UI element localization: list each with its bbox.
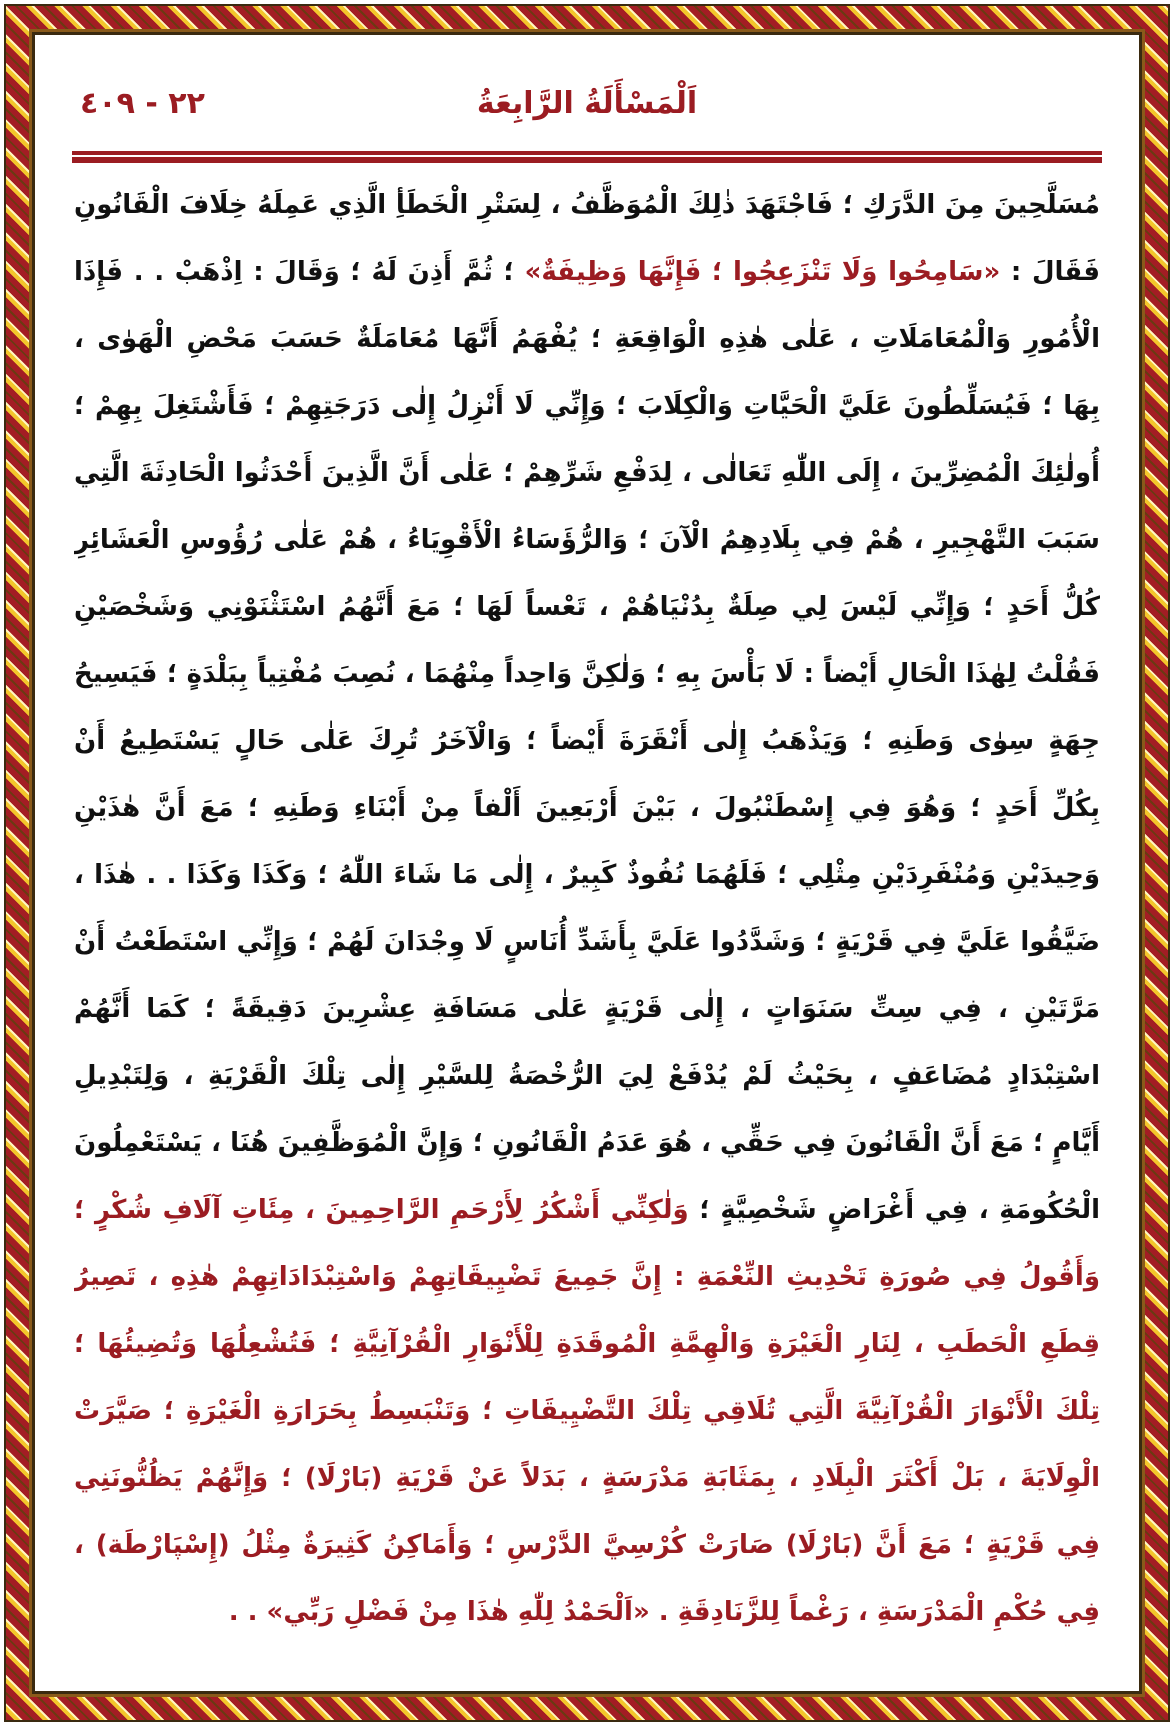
text-segment: سَبَبَ التَّهْجِيرِ ، هُمْ فِي بِلَادِهِمُ الْآنَ ؛ وَالرُّؤَسَاءُ الْأَقْوِيَاءُ ، هُمْ عَلٰى رُؤُوسِ الْعَشَائِرِ xyxy=(74,525,1100,555)
text-line xyxy=(74,1177,1100,1244)
text-line xyxy=(74,306,1100,373)
text-line xyxy=(74,641,1100,708)
section-title: اَلْمَسْأَلَةُ الرَّابِعَةُ xyxy=(476,86,698,121)
text-line xyxy=(74,842,1100,909)
text-line xyxy=(74,909,1100,976)
text-segment: بِكُلِّ أَحَدٍ ؛ وَهُوَ فِي إِسْطَنْبُولَ ، بَيْنَ أَرْبَعِينَ أَلْفاً مِنْ أَبْنَاءِ وَطَنِهِ ؛ مَعَ أَنَّ هٰذَيْنِ xyxy=(74,793,1100,823)
text-line xyxy=(74,1512,1100,1579)
highlighted-text: الْوِلَايَةَ ، بَلْ أَكْثَرَ الْبِلَادِ ، بِمَثَابَةِ مَدْرَسَةٍ ، بَدَلاً عَنْ قَرْيَةِ (بَارْلَا) ؛ وَإِنَّهُمْ يَظُنُّونَنِي xyxy=(74,1463,1100,1493)
text-line xyxy=(74,1378,1100,1445)
highlighted-text: قِطَعِ الْحَطَبِ ، لِنَارِ الْغَيْرَةِ وَالْهِمَّةِ الْمُوقَدَةِ لِلْأَنْوَارِ الْقُرْآنِيَّةِ ؛ فَتُشْعِلُهَا وَتُضِيئُهَا ؛ xyxy=(74,1329,1100,1359)
highlighted-text: فِي حُكْمِ الْمَدْرَسَةِ ، رَغْماً لِلزَّنَادِقَةِ . «اَلْحَمْدُ لِلّٰهِ هٰذَا مِنْ فَضْلِ رَبِّي» . . xyxy=(228,1597,1100,1627)
text-segment: وَحِيدَيْنِ وَمُنْفَرِدَيْنِ مِثْلِي ؛ فَلَهُمَا نُفُوذٌ كَبِيرٌ ، إِلٰى مَا شَاءَ اللّٰهُ ؛ وَكَذَا وَكَذَا . . هٰذَا ، xyxy=(74,860,1100,890)
text-line xyxy=(74,574,1100,641)
highlighted-text: فِي قَرْيَةٍ ؛ مَعَ أَنَّ (بَارْلَا) صَارَتْ كُرْسِيَّ الدَّرْسِ ؛ وَأَمَاكِنُ كَثِيرَةٌ مِثْلُ (إِسْپَارْطَة) ، xyxy=(74,1530,1100,1560)
highlighted-text: «سَامِحُوا وَلَا تَنْزَعِجُوا ؛ فَإِنَّهَا وَظِيفَةٌ» xyxy=(524,257,1001,287)
text-segment: الْحُكُومَةِ ، فِي أَغْرَاضٍ شَخْصِيَّةٍ ؛ xyxy=(688,1195,1100,1225)
text-segment: بِهَا ؛ فَيُسَلِّطُونَ عَلَيَّ الْحَيَّاتِ وَالْكِلَابَ ؛ وَإِنِّي لَا أَنْزِلُ إِلٰى دَرَجَتِهِمْ ؛ فَأَشْتَغِلَ بِهِمْ ؛ xyxy=(74,391,1100,421)
text-segment: أَيَّامٍ ؛ مَعَ أَنَّ الْقَانُونَ فِي حَقِّي ، هُوَ عَدَمُ الْقَانُونِ ؛ وَإِنَّ الْمُوَظَّفِينَ هُنَا ، يَسْتَعْمِلُونَ xyxy=(74,1128,1100,1158)
highlighted-text: وَأَقُولُ فِي صُورَةِ تَحْدِيثِ النِّعْمَةِ : إِنَّ جَمِيعَ تَضْيِيقَاتِهِمْ وَاسْتِبْدَادَاتِهِمْ هٰذِهِ ، تَصِيرُ xyxy=(74,1262,1100,1292)
highlighted-text: تِلْكَ الْأَنْوَارَ الْقُرْآنِيَّةَ الَّتِي تُلَاقِي تِلْكَ التَّضْيِيقَاتِ ؛ وَتَنْبَسِطُ بِحَرَارَةِ الْغَيْرَةِ ؛ صَيَّرَتْ xyxy=(74,1396,1100,1426)
text-line xyxy=(74,775,1100,842)
text-line xyxy=(74,708,1100,775)
text-segment: فَقُلْتُ لِهٰذَا الْحَالِ أَيْضاً : لَا بَأْسَ بِهِ ؛ وَلٰكِنَّ وَاحِداً مِنْهُمَا ، نُصِبَ مُفْتِياً بِبَلْدَةٍ ؛ فَيَسِيحُ xyxy=(74,659,1100,689)
text-line xyxy=(74,1445,1100,1512)
text-segment: مَرَّتَيْنِ ، فِي سِتِّ سَنَوَاتٍ ، إِلٰى قَرْيَةٍ عَلٰى مَسَافَةِ عِشْرِينَ دَقِيقَةً ؛ كَمَا أَنَّهُمْ xyxy=(74,994,1100,1024)
text-segment: اسْتِبْدَادٍ مُضَاعَفٍ ، بِحَيْثُ لَمْ يُدْفَعْ لِيَ الرُّخْصَةُ لِلسَّيْرِ إِلٰى تِلْكَ الْقَرْيَةِ ، وَلِتَبْدِيلِ xyxy=(74,1061,1100,1091)
text-segment: الْأُمُورِ وَالْمُعَامَلَاتِ ، عَلٰى هٰذِهِ الْوَاقِعَةِ ؛ يُفْهَمُ أَنَّهَا مُعَامَلَةٌ حَسَبَ مَحْضِ الْهَوٰى ، xyxy=(74,324,1100,354)
text-segment: أُولٰئِكَ الْمُضِرِّينَ ، إِلَى اللّٰهِ تَعَالٰى ، لِدَفْعِ شَرِّهِمْ ؛ عَلٰى أَنَّ الَّذِينَ أَحْدَثُوا الْحَادِثَةَ الَّتِي xyxy=(74,458,1100,488)
text-line xyxy=(74,1311,1100,1378)
text-line xyxy=(74,976,1100,1043)
text-line xyxy=(74,172,1100,239)
text-line xyxy=(74,373,1100,440)
text-line xyxy=(74,1110,1100,1177)
text-line xyxy=(74,1043,1100,1110)
page-header xyxy=(72,86,1102,136)
text-segment: فَقَالَ : xyxy=(1000,257,1100,287)
highlighted-text: وَلٰكِنِّي أَشْكُرُ لِأَرْحَمِ الرَّاحِمِينَ ، مِئَاتِ آلَافِ شُكْرٍ ؛ xyxy=(74,1195,689,1225)
text-segment: مُسَلَّحِينَ مِنَ الدَّرَكِ ؛ فَاجْتَهَدَ ذٰلِكَ الْمُوَظَّفُ ، لِسَتْرِ الْخَطَأِ الَّذِي عَمِلَهُ خِلَافَ الْقَانُونِ xyxy=(74,190,1100,220)
text-segment: جِهَةٍ سِوٰى وَطَنِهِ ؛ وَيَذْهَبُ إِلٰى أَنْقَرَةَ أَيْضاً ؛ وَالْآخَرُ تُرِكَ عَلٰى حَالٍ يَسْتَطِيعُ أَنْ xyxy=(74,726,1100,756)
header-divider xyxy=(72,151,1102,155)
body-text xyxy=(74,172,1100,1646)
text-segment: ؛ ثُمَّ أَذِنَ لَهُ ؛ وَقَالَ : اِذْهَبْ . . فَإِذَا xyxy=(74,257,514,287)
text-line xyxy=(74,1244,1100,1311)
page-number: ٢٢ - ٤٠٩ xyxy=(80,86,205,121)
text-segment: كُلُّ أَحَدٍ ؛ وَإِنِّي لَيْسَ لِي صِلَةٌ بِدُنْيَاهُمْ ، تَعْساً لَهَا ؛ مَعَ أَنَّهُمُ اسْتَثْنَوْنِي وَشَخْصَيْنِ xyxy=(74,592,1100,622)
text-line xyxy=(74,239,1100,306)
text-line xyxy=(74,440,1100,507)
header-divider xyxy=(72,157,1102,163)
text-line xyxy=(74,1579,1100,1646)
text-line xyxy=(74,507,1100,574)
text-segment: ضَيَّقُوا عَلَيَّ فِي قَرْيَةٍ ؛ وَشَدَّدُوا عَلَيَّ بِأَشَدِّ أُنَاسٍ لَا وِجْدَانَ لَهُمْ ؛ وَإِنِّي اسْتَطَعْتُ أَنْ xyxy=(74,927,1100,957)
